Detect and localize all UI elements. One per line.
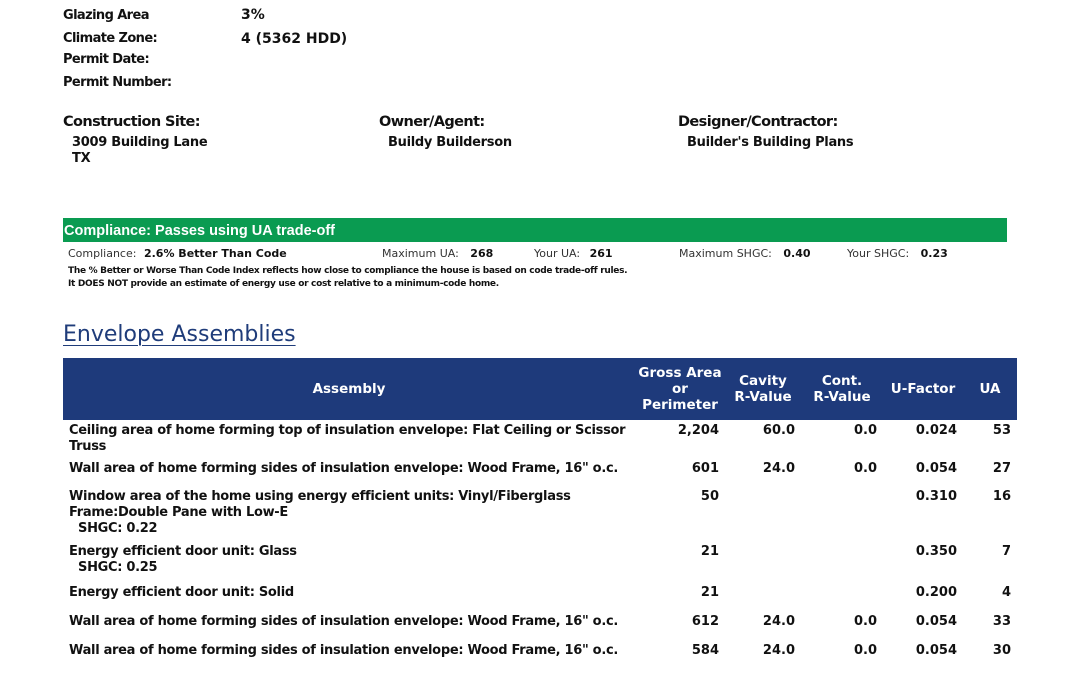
- envelope-assemblies-table: [63, 358, 1017, 689]
- assembly-description-line1: Energy efficient door unit: Solid: [69, 585, 294, 600]
- u-factor-cell: 0.310: [915, 489, 957, 504]
- header-gross-area: [635, 358, 725, 420]
- glazing-area-value: 3%: [241, 7, 265, 23]
- your-shgc-label: Your SHGC:: [847, 247, 910, 260]
- assembly-description-line1: Wall area of home forming sides of insulation envelope: Wood Frame, 16" o.c.: [69, 643, 618, 658]
- compliance-summary: [68, 247, 287, 260]
- table-row-cropped: [63, 669, 1017, 689]
- ua-cell: 16: [992, 489, 1011, 504]
- cropped-top-line: [63, 0, 323, 2]
- ua-cell: 27: [992, 461, 1011, 476]
- table-row: [63, 420, 1017, 458]
- your-ua: [534, 247, 613, 260]
- owner-agent-label: Owner/Agent:: [379, 114, 485, 130]
- header-cavity-line-2: R-Value: [734, 389, 792, 405]
- assembly-shgc: SHGC: 0.25: [78, 560, 158, 575]
- ua-cell: 7: [1001, 544, 1011, 559]
- ua-cell: 30: [992, 643, 1011, 658]
- designer-contractor-label: Designer/Contractor:: [678, 114, 838, 130]
- table-row: [63, 611, 1017, 640]
- your-ua-label: Your UA:: [534, 247, 581, 260]
- table-row: [63, 458, 1017, 486]
- gross-area-cell: 50: [700, 489, 719, 504]
- assembly-description-line2: Frame:Double Pane with Low-E: [69, 505, 288, 520]
- cavity-r-value-cell: [725, 486, 801, 541]
- cavity-r-value-cell: 24.0: [762, 614, 795, 629]
- table-header-row: [63, 358, 1017, 420]
- max-ua-label: Maximum UA:: [382, 247, 459, 260]
- max-ua: [382, 247, 493, 260]
- cont-r-value-cell: 0.0: [853, 423, 877, 438]
- gross-area-cell: 2,204: [677, 423, 719, 438]
- your-shgc: [847, 247, 948, 260]
- assembly-cell: [63, 611, 635, 640]
- assembly-description-line1: Wall area of home forming sides of insulation envelope: Wood Frame, 16" o.c.: [69, 614, 618, 629]
- max-shgc-value: 0.40: [783, 247, 811, 260]
- ua-cell: 4: [1001, 585, 1011, 600]
- table-row: [63, 582, 1017, 611]
- assembly-description-line1: Ceiling area of home forming top of insulation envelope: Flat Ceiling or Scissor: [69, 423, 626, 438]
- compliance-note-line-1: The % Better or Worse Than Code Index reflects how close to compliance the house is based on code trade-off rules.: [68, 266, 628, 276]
- cavity-r-value-cell: 24.0: [762, 461, 795, 476]
- gross-area-cell: 21: [700, 585, 719, 600]
- cavity-r-value-cell: [725, 541, 801, 582]
- table-row: [63, 541, 1017, 582]
- envelope-assemblies-title: Envelope Assemblies: [63, 322, 296, 347]
- header-cavity-r-value: [725, 358, 801, 420]
- assembly-cell: [63, 582, 635, 611]
- construction-site-label: Construction Site:: [63, 114, 200, 130]
- cavity-r-value-cell: 60.0: [762, 423, 795, 438]
- glazing-area-label: Glazing Area: [63, 8, 149, 23]
- table-row: [63, 486, 1017, 541]
- cont-r-value-cell: [801, 582, 883, 611]
- gross-area-cell: 21: [700, 544, 719, 559]
- cont-r-value-cell: 0.0: [853, 614, 877, 629]
- header-gross-line-3: Perimeter: [642, 397, 718, 413]
- header-u-factor: U-Factor: [883, 358, 963, 420]
- u-factor-cell: 0.350: [915, 544, 957, 559]
- owner-agent-name: Buildy Builderson: [388, 135, 512, 150]
- compliance-value: 2.6% Better Than Code: [143, 247, 287, 260]
- your-ua-value: 261: [589, 247, 613, 260]
- cont-r-value-cell: [801, 541, 883, 582]
- max-shgc-label: Maximum SHGC:: [679, 247, 772, 260]
- cont-r-value-cell: 0.0: [853, 643, 877, 658]
- cavity-r-value-cell: [725, 582, 801, 611]
- gross-area-cell: 584: [691, 643, 719, 658]
- assembly-description-line1: Window area of the home using energy efficient units: Vinyl/Fiberglass: [69, 489, 571, 504]
- ua-cell: 33: [992, 614, 1011, 629]
- u-factor-cell: 0.054: [915, 461, 957, 476]
- u-factor-cell: 0.024: [915, 423, 957, 438]
- max-ua-value: 268: [470, 247, 494, 260]
- compliance-label: Compliance:: [68, 247, 137, 260]
- assembly-description-line1: Energy efficient door unit: Glass: [69, 544, 297, 559]
- max-shgc: [679, 247, 811, 260]
- your-shgc-value: 0.23: [920, 247, 948, 260]
- assembly-shgc: SHGC: 0.22: [78, 521, 158, 536]
- u-factor-cell: 0.200: [915, 585, 957, 600]
- header-gross-line-2: or: [672, 381, 688, 397]
- gross-area-cell: 601: [691, 461, 719, 476]
- u-factor-cell: 0.054: [915, 643, 957, 658]
- header-assembly: Assembly: [63, 358, 635, 420]
- assembly-cell: [63, 541, 635, 582]
- climate-zone-value: 4 (5362 HDD): [241, 31, 348, 47]
- ua-cell: 53: [992, 423, 1011, 438]
- header-cavity-line-1: Cavity: [739, 373, 787, 389]
- header-cont-line-2: R-Value: [813, 389, 871, 405]
- cont-r-value-cell: 0.0: [853, 461, 877, 476]
- header-ua: UA: [963, 358, 1017, 420]
- header-cont-r-value: [801, 358, 883, 420]
- climate-zone-label: Climate Zone:: [63, 31, 158, 46]
- u-factor-cell: 0.054: [915, 614, 957, 629]
- assembly-cell: [63, 486, 635, 541]
- assembly-cell: [63, 458, 635, 486]
- permit-date-label: Permit Date:: [63, 52, 150, 67]
- compliance-note-line-2: It DOES NOT provide an estimate of energy use or cost relative to a minimum-code home.: [68, 279, 499, 289]
- compliance-banner: Compliance: Passes using UA trade-off: [63, 218, 1007, 242]
- construction-site-state: TX: [72, 151, 91, 166]
- permit-number-label: Permit Number:: [63, 75, 172, 90]
- assembly-cell: [63, 640, 635, 669]
- header-gross-line-1: Gross Area: [638, 365, 722, 381]
- cavity-r-value-cell: 24.0: [762, 643, 795, 658]
- assembly-description-line1: Wall area of home forming sides of insulation envelope: Wood Frame, 16" o.c.: [69, 461, 618, 476]
- designer-contractor-name: Builder's Building Plans: [687, 135, 854, 150]
- gross-area-cell: 612: [691, 614, 719, 629]
- assembly-cell: [63, 420, 635, 458]
- cont-r-value-cell: [801, 486, 883, 541]
- assembly-description-line2: Truss: [69, 439, 107, 454]
- table-row: [63, 640, 1017, 669]
- construction-site-address: 3009 Building Lane: [72, 135, 208, 150]
- header-cont-line-1: Cont.: [821, 373, 863, 389]
